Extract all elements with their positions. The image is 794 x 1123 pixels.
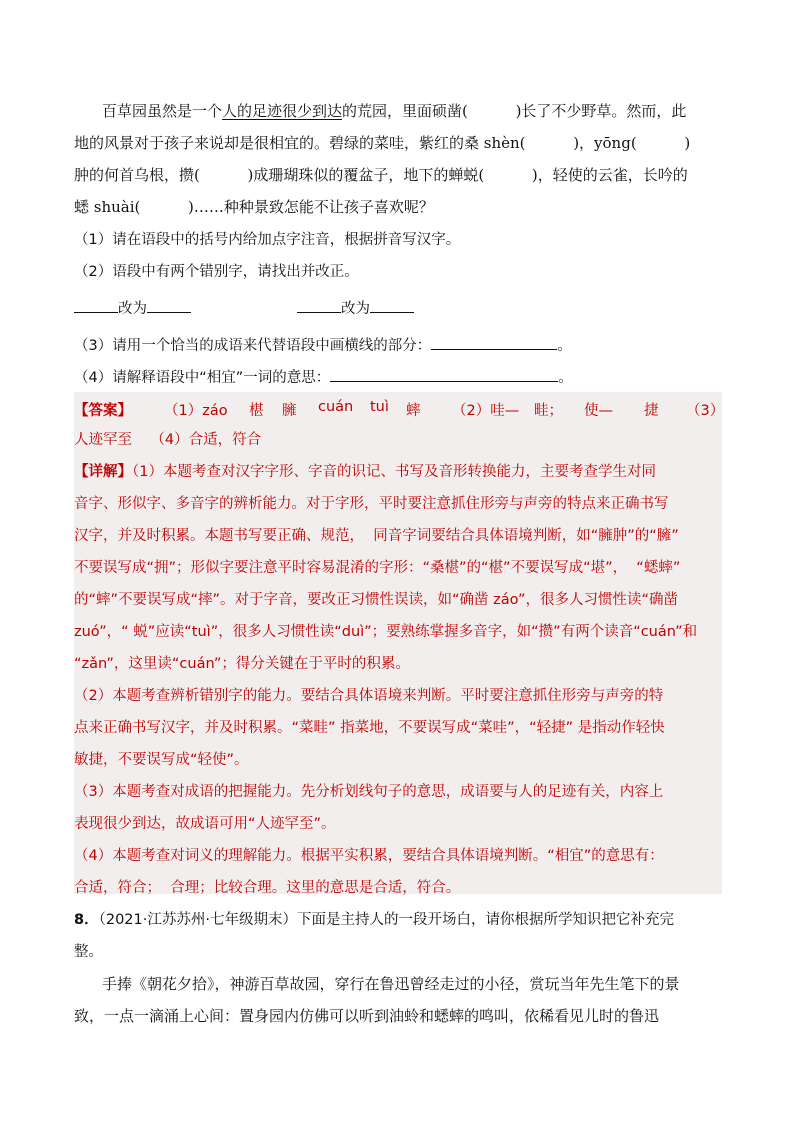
passage-line-1: [102, 101, 748, 121]
question-3-text: （3）请用一个恰当的成语来代替语段中画横线的部分：: [74, 338, 432, 354]
punctuation: 。: [558, 370, 573, 386]
detail-line: “zǎn”，这里读“cuán”；得分关键在于平时的积累。: [74, 656, 410, 672]
question-text: 下面是主持人的一段开场白，请你根据所学知识把它补充完: [296, 912, 674, 928]
answer-item: 捷: [644, 403, 659, 419]
answer-blank[interactable]: [370, 297, 414, 313]
detail-line: 表现很少到达，故成语可用“人迹罕至”。: [74, 816, 336, 832]
detail-line: 的“蟀”不要误写成“摔”。对于字音，要改正习惯性误读，如“确凿 záo”，很多人习惯性读“确凿: [74, 592, 679, 608]
answer-row: [74, 399, 725, 419]
question-8-line-2: 整。: [74, 944, 103, 960]
answer-item: 椹: [249, 403, 264, 419]
detail-line: （3）本题考查对成语的把握能力。先分析划线句子的意思，成语要与人的足迹有关，内容上: [74, 784, 664, 800]
passage-line-2: 地的风景对于孩子来说却是很相宜的。碧绿的菜哇，紫红的桑 shèn( )，yōng( ): [74, 134, 691, 152]
change-label: 改为: [118, 301, 147, 317]
answer-item: （2）哇—: [452, 403, 520, 419]
detail-line-1: [74, 462, 720, 482]
question-number: 8．: [74, 912, 99, 928]
question-4-text: （4）请解释语段中“相宜”一词的意思：: [74, 370, 331, 386]
question-2: （2）语段中有两个错别字，请找出并改正。: [74, 264, 359, 280]
answer-item: （1）záo: [164, 403, 228, 419]
answer-item: 臃: [282, 403, 297, 419]
detail-line: （4）本题考查对词义的理解能力。根据平实积累，要结合具体语境判断。“相宜”的意思有：: [74, 848, 664, 864]
question-8-passage: 致，一点一滴涌上心间：置身园内仿佛可以听到油蛉和蟋蟀的鸣叫，依稀看见儿时的鲁迅: [74, 1007, 660, 1025]
question-4: [74, 366, 720, 388]
answer-blank[interactable]: [330, 366, 558, 382]
passage-text: 的荒园，里面硕凿( )长了不少野草。然而，此: [342, 102, 687, 120]
answer-item: （3）: [686, 403, 725, 419]
answer-item: 使—: [584, 403, 613, 419]
passage-text: 百草园虽然是一个: [102, 102, 223, 120]
detail-line: 音字、形似字、多音字的辨析能力。对于字形，平时要注意抓住形旁与声旁的特点来正确书写: [74, 496, 669, 512]
question-8-passage: 手捧《朝花夕拾》，神游百草故园，穿行在鲁迅曾经走过的小径，赏玩当年先生笔下的景: [102, 975, 680, 993]
question-3: [74, 334, 720, 356]
change-label: 改为: [341, 301, 370, 317]
detail-line: 敏捷，不要误写成“轻使”。: [74, 752, 249, 768]
detail-line: 合适，符合； 合理；比较合理。这里的意思是合适，符合。: [74, 880, 461, 896]
underlined-phrase: 人的足迹很少到达: [222, 102, 343, 120]
question-source: （2021·江苏苏州·七年级期末）: [98, 912, 297, 928]
detail-line: （2）本题考查辨析错别字的能力。要结合具体语境来判断。平时要注意抓住形旁与声旁的特: [74, 688, 664, 704]
answer-blank[interactable]: [74, 297, 118, 313]
detail-line: 汉字，并及时积累。本题书写要正确、规范， 同音字词要结合具体语境判断，如“臃肿”的“臃”: [74, 528, 679, 544]
detail-line: zuó”，“ 蜕”应读“tuì”，很多人习惯性读“duì”；要熟练掌握多音字，如“攒”有两个读音“cuán”和: [74, 624, 698, 640]
answer-item: cuán: [318, 399, 354, 415]
detail-line: 不要误写成“拥”；形似字要注意平时容易混淆的字形：“桑椹”的“椹”不要误写成“堪”， “蟋蟀”: [74, 560, 681, 576]
question-1: （1）请在语段中的括号内给加点字注音，根据拼音写汉字。: [74, 232, 461, 248]
answer-blank[interactable]: [431, 334, 557, 350]
punctuation: 。: [557, 338, 572, 354]
answer-item: 蟀: [406, 403, 421, 419]
answer-item: 畦；: [534, 403, 563, 419]
question-2-answer-line: [74, 297, 720, 319]
answer-label: 【答案】: [74, 403, 132, 419]
question-8-line-1: [74, 910, 720, 930]
passage-line-4: 蟋 shuài( )……种种景致怎能不让孩子喜欢呢？: [74, 198, 434, 216]
detail-label: 【详解】: [74, 464, 132, 480]
detail-text: （1）本题考查对汉字字形、字音的识记、书写及音形转换能力，主要考查学生对同: [132, 464, 656, 480]
detail-line: 点来正确书写汉字，并及时积累。“菜畦” 指菜地，不要误写成“菜哇”，“轻捷” 是指动作轻快: [74, 720, 665, 736]
answer-blank[interactable]: [147, 297, 191, 313]
passage-line-3: 肿的何首乌根，攒( )成珊瑚珠似的覆盆子，地下的蝉蜕( )，轻使的云雀，长吟的: [74, 166, 688, 184]
answer-line-2: 人迹罕至 （4）合适，符合: [74, 432, 262, 448]
answer-item: tuì: [370, 399, 389, 415]
answer-blank[interactable]: [297, 297, 341, 313]
